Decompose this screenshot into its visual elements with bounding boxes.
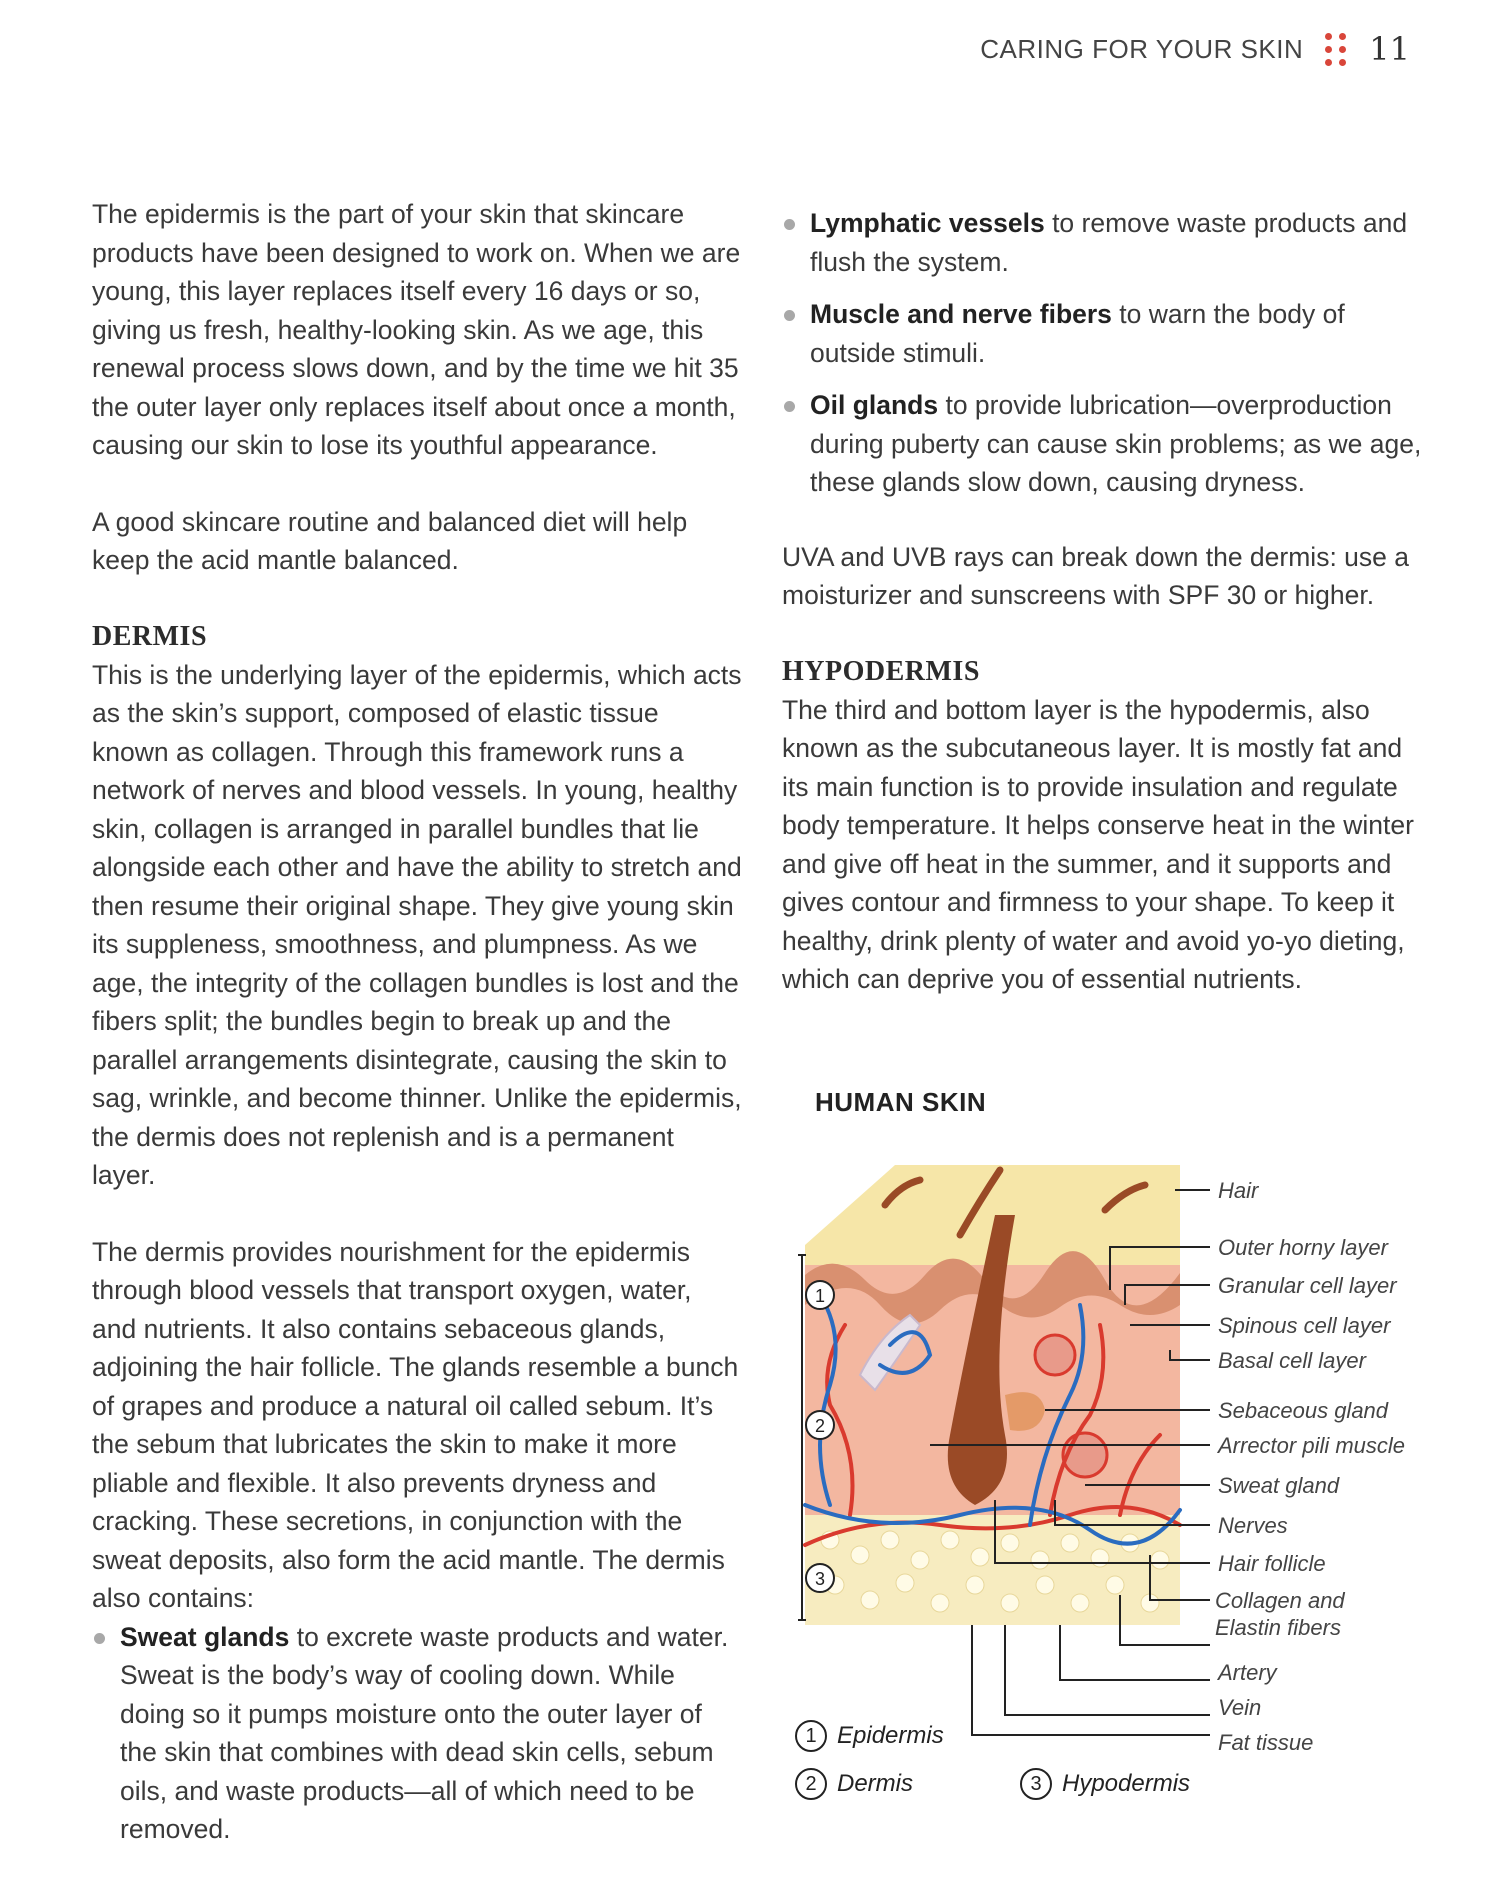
human-skin-diagram — [790, 1155, 1430, 1795]
bullet-text: to excrete waste products and water. Sweat is the body’s way of cooling down. While doing so it pumps moisture onto the outer layer of the skin that combines with dead skin cells, sebum oils, and waste products—all of which need to be removed. — [120, 1621, 729, 1844]
bullet-icon — [94, 1633, 105, 1644]
running-head: CARING FOR YOUR SKIN — [980, 33, 1304, 64]
legend-number: 2 — [795, 1768, 827, 1800]
layer-marker-3-text: 3 — [814, 1569, 826, 1589]
right-column — [782, 204, 1422, 999]
list-item — [92, 1618, 742, 1849]
paragraph-dermis: This is the underlying layer of the epidermis, which acts as the skin’s support, composed of elastic tissue known as collagen. Through this framework runs a network of nerves and blood vessels. In young, healthy skin, collagen is arranged in parallel bundles that lie alongside each other and have the ability to stretch and then resume their original shape. They give young skin its suppleness, smoothness, and plumpness. As we age, the integrity of the collagen bundles is lost and the fibers split; the bundles begin to break up and the parallel arrangements disintegrate, causing the skin to sag, wrinkle, and become thinner. Unlike the epidermis, the dermis does not replenish and is a permanent layer. — [92, 659, 742, 1190]
decorative-dots-icon — [1325, 33, 1347, 66]
bullet-text: to remove waste products and flush the system. — [810, 208, 1408, 277]
dermis-contents-list-continued — [782, 204, 1422, 502]
bullet-icon — [784, 219, 795, 230]
label-spinous-cell-layer: Spinous cell layer — [1218, 1313, 1391, 1338]
bullet-term: Muscle and nerve fibers — [810, 299, 1112, 329]
label-hair: Hair — [1218, 1178, 1259, 1203]
bullet-text: to provide lubrication—overproduction during puberty can cause skin problems; as we age, these glands slow down, causing dryness. — [810, 390, 1422, 497]
left-column — [92, 195, 742, 1849]
label-outer-horny-layer: Outer horny layer — [1218, 1235, 1388, 1260]
legend-epidermis — [795, 1720, 944, 1752]
label-artery: Artery — [1218, 1660, 1277, 1685]
list-item — [782, 295, 1422, 372]
legend-number: 1 — [795, 1720, 827, 1752]
sweat-gland — [1063, 1433, 1107, 1477]
bullet-icon — [784, 310, 795, 321]
legend-hypodermis — [1020, 1768, 1190, 1800]
layer-marker-2-text: 2 — [814, 1416, 826, 1436]
bullet-text: to warn the body of outside stimuli. — [810, 299, 1345, 368]
paragraph-hypodermis: The third and bottom layer is the hypodermis, also known as the subcutaneous layer. It is mostly fat and its main function is to provide insulation and regulate body temperature. It helps conserve heat in the winter and give off heat in the summer, and it supports and gives contour and firmness to your shape. To keep it healthy, drink plenty of water and avoid yo-yo dieting, which can deprive you of essential nutrients. — [782, 694, 1414, 994]
bullet-term: Sweat glands — [120, 1621, 290, 1652]
label-vein: Vein — [1218, 1695, 1262, 1720]
paragraph-epidermis: The epidermis is the part of your skin that skincare products have been designed to work on. When we are young, this layer replaces itself every 16 days or so, giving us fresh, healthy-looking skin. As we age, this renewal process slows down, and by the time we hit 35 the outer layer only replaces itself about once a month, causing our skin to lose its youthful appearance. — [92, 199, 741, 460]
paragraph-uv-rays: UVA and UVB rays can break down the dermis: use a moisturizer and sunscreens with SPF 30 or higher. — [782, 541, 1409, 610]
page-number: 11 — [1369, 30, 1410, 68]
list-item — [782, 204, 1422, 281]
layer-bracket — [798, 1255, 806, 1620]
sweat-gland-upper — [1035, 1335, 1075, 1375]
bullet-term: Lymphatic vessels — [810, 208, 1045, 238]
bullet-term: Oil glands — [810, 390, 939, 420]
dermis-contents-list — [92, 1618, 742, 1849]
label-arrector-pili-muscle: Arrector pili muscle — [1218, 1433, 1406, 1458]
label-collagen: Collagen and — [1215, 1588, 1345, 1613]
page-header — [980, 30, 1410, 68]
layer-marker-1-text: 1 — [814, 1286, 826, 1306]
layer-marker-1 — [806, 1281, 834, 1309]
hypodermis-layer — [805, 1515, 1180, 1625]
legend-label: Dermis — [837, 1770, 913, 1797]
label-hair-follicle: Hair follicle — [1218, 1551, 1326, 1576]
label-granular-cell-layer: Granular cell layer — [1218, 1273, 1397, 1298]
paragraph-dermis-nourishment: The dermis provides nourishment for the epidermis through blood vessels that transport oxygen, water, and nutrients. It also contains sebaceous glands, adjoining the hair follicle. The glands resemble a bunch of grapes and produce a natural oil called sebum. It’s the sebum that lubricates the skin to make it more pliable and flexible. It also prevents dryness and cracking. These secretions, in conjunction with the sweat deposits, also form the acid mantle. The dermis also contains: — [92, 1236, 739, 1613]
legend-label: Hypodermis — [1062, 1770, 1191, 1797]
layer-marker-2 — [806, 1411, 834, 1439]
list-item — [782, 386, 1422, 502]
label-fat-tissue: Fat tissue — [1218, 1730, 1314, 1755]
layer-marker-3 — [806, 1564, 834, 1592]
heading-dermis: DERMIS — [92, 620, 208, 652]
legend-number: 3 — [1020, 1768, 1052, 1800]
label-sweat-gland: Sweat gland — [1218, 1473, 1340, 1498]
legend-dermis — [795, 1768, 913, 1800]
diagram-title: HUMAN SKIN — [815, 1087, 987, 1117]
label-elastin-fibers: Elastin fibers — [1215, 1615, 1341, 1640]
label-basal-cell-layer: Basal cell layer — [1218, 1348, 1366, 1373]
label-nerves: Nerves — [1218, 1513, 1288, 1538]
label-sebaceous-gland: Sebaceous gland — [1218, 1398, 1389, 1423]
paragraph-skincare-routine: A good skincare routine and balanced diet will help keep the acid mantle balanced. — [92, 506, 688, 575]
heading-hypodermis: HYPODERMIS — [782, 655, 980, 687]
legend-label: Epidermis — [837, 1722, 944, 1749]
bullet-icon — [784, 401, 795, 412]
